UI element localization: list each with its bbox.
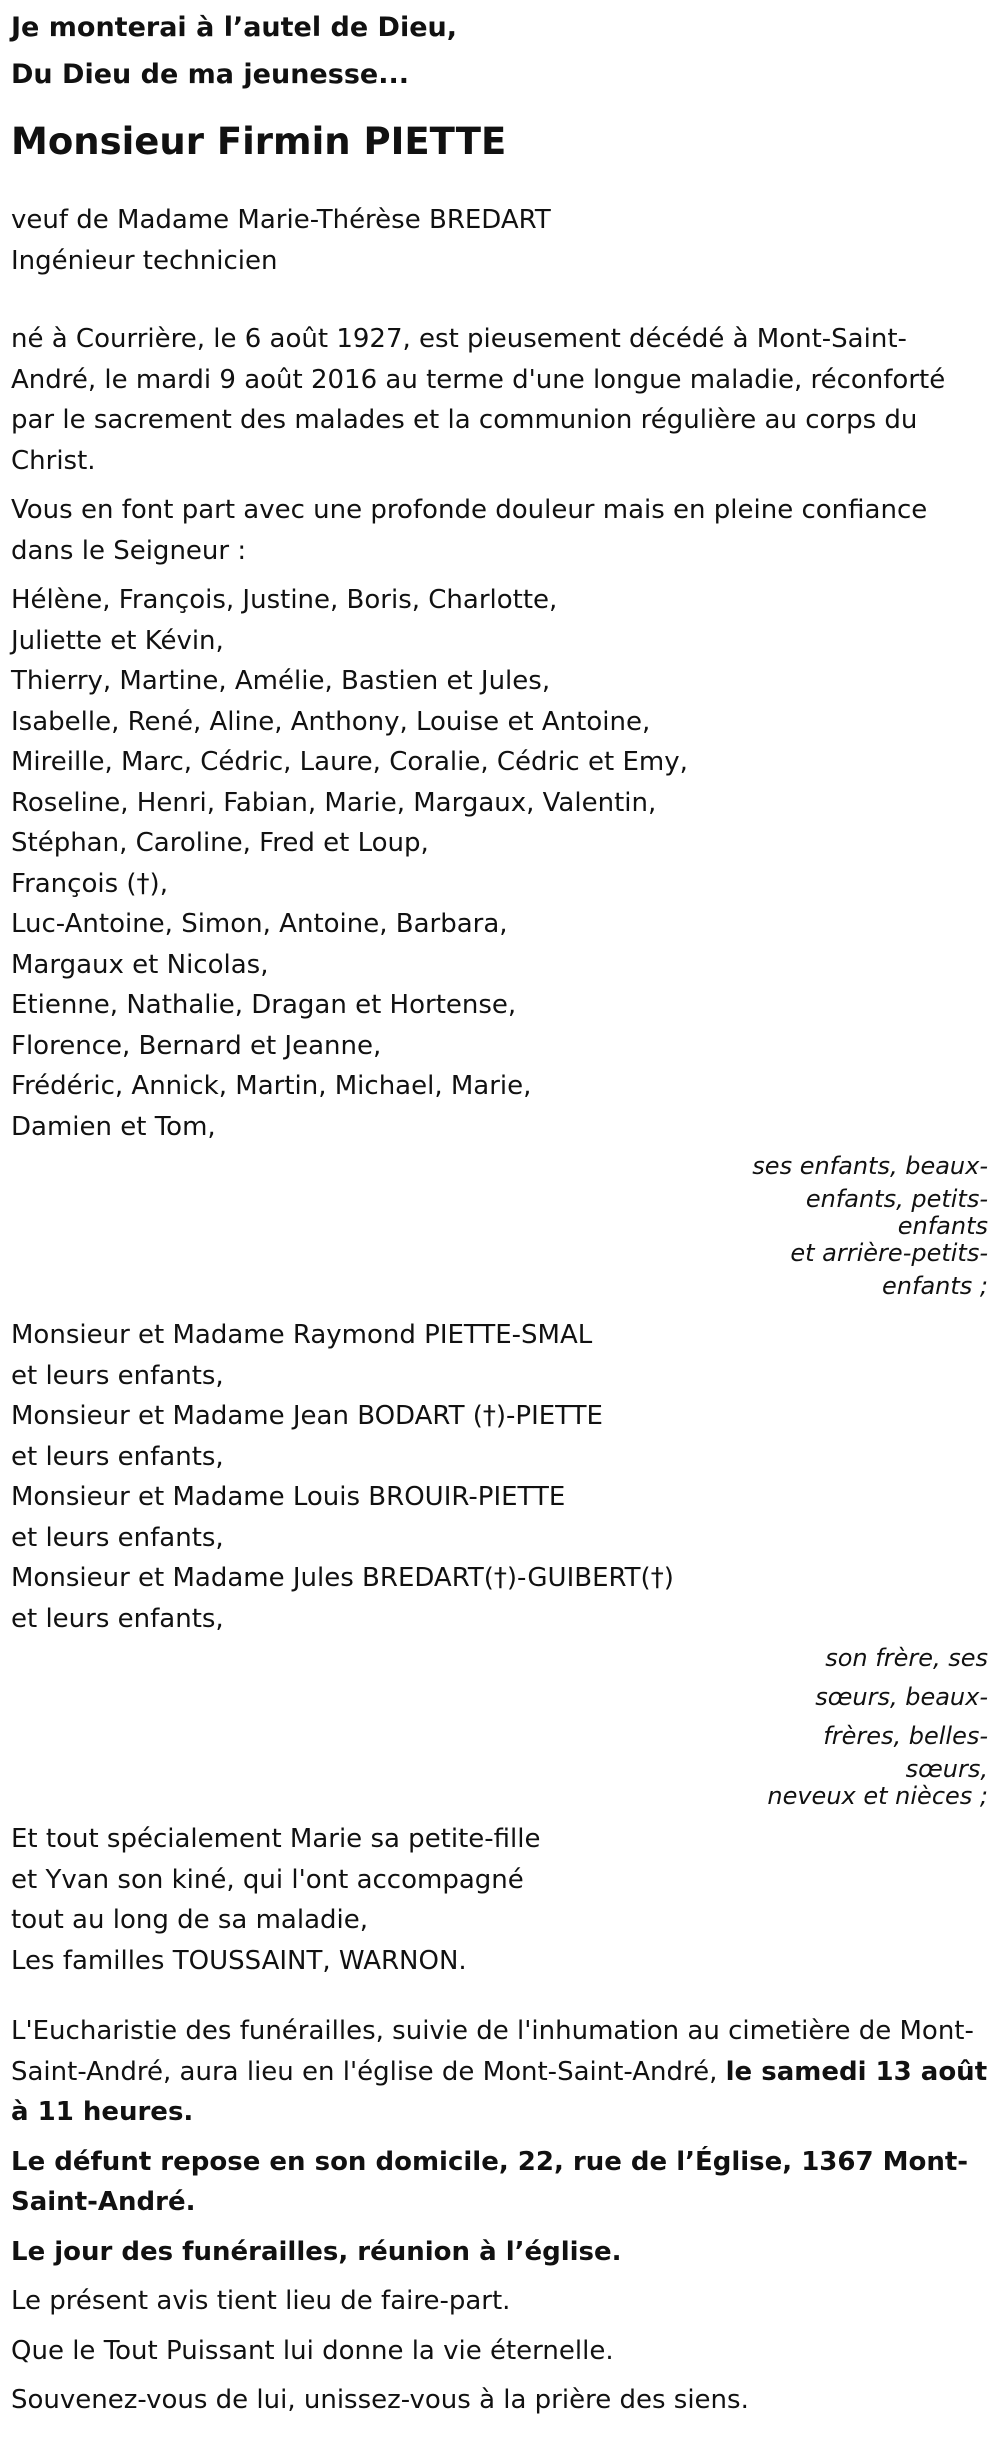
sibling-line: Monsieur et Madame Jean BODART (†)-PIETTE bbox=[11, 1401, 603, 1431]
prayer-2: Souvenez-vous de lui, unissez-vous à la prière des siens. bbox=[11, 2385, 749, 2415]
profession: Ingénieur technicien bbox=[11, 245, 278, 276]
relation-line: frères, belles- bbox=[823, 1722, 988, 1750]
motto-line-1: Je monterai à l’autel de Dieu, bbox=[11, 12, 458, 43]
sibling-line: Monsieur et Madame Jules BREDART(†)-GUIBERT(†) bbox=[11, 1563, 674, 1593]
children-line: Mireille, Marc, Cédric, Laure, Coralie, Cédric et Emy, bbox=[11, 747, 688, 777]
sibling-line: et leurs enfants, bbox=[11, 1522, 224, 1553]
prayer-1: Que le Tout Puissant lui donne la vie éternelle. bbox=[11, 2335, 614, 2366]
children-line: Stéphan, Caroline, Fred et Loup, bbox=[11, 828, 429, 858]
funeral-date: le samedi 13 août à 11 heures. bbox=[11, 2056, 988, 2127]
children-list bbox=[11, 580, 988, 1147]
relation-line: enfants, petits- bbox=[805, 1185, 988, 1213]
children-line: Margaux et Nicolas, bbox=[11, 949, 269, 980]
others-list bbox=[11, 1819, 988, 1981]
deceased-name: Monsieur Firmin PIETTE bbox=[11, 120, 507, 163]
relation-line: neveux et nièces ; bbox=[767, 1782, 988, 1810]
widower-of: veuf de Madame Marie-Thérèse BREDART bbox=[11, 205, 551, 235]
others-line: et Yvan son kiné, qui l'ont accompagné bbox=[11, 1864, 524, 1895]
sibling-line: Monsieur et Madame Louis BROUIR-PIETTE bbox=[11, 1482, 566, 1512]
meeting-info: Le jour des funérailles, réunion à l’église. bbox=[11, 2236, 622, 2267]
children-line: Thierry, Martine, Amélie, Bastien et Jules, bbox=[11, 666, 551, 696]
others-line: tout au long de sa maladie, bbox=[11, 1905, 369, 1935]
sibling-line: et leurs enfants, bbox=[11, 1441, 224, 1472]
sibling-line: et leurs enfants, bbox=[11, 1603, 224, 1634]
others-line: Et tout spécialement Marie sa petite-fille bbox=[11, 1824, 541, 1854]
others-line: Les familles TOUSSAINT, WARNON. bbox=[11, 1945, 467, 1976]
funeral-text bbox=[11, 2011, 988, 2133]
relation-line: son frère, ses bbox=[825, 1644, 988, 1672]
children-line: Frédéric, Annick, Martin, Michael, Marie, bbox=[11, 1071, 532, 1101]
children-line: Etienne, Nathalie, Dragan et Hortense, bbox=[11, 990, 517, 1020]
deceased-info bbox=[11, 200, 988, 281]
children-line: Roseline, Henri, Fabian, Marie, Margaux, Valentin, bbox=[11, 787, 657, 818]
relation-line: et arrière-petits- bbox=[790, 1239, 988, 1267]
relation-line: sœurs, bbox=[905, 1755, 988, 1783]
siblings-relation bbox=[738, 1639, 988, 1810]
siblings-list bbox=[11, 1315, 988, 1639]
rest-location: Le défunt repose en son domicile, 22, rue de l’Église, 1367 Mont-Saint-André. bbox=[11, 2146, 969, 2217]
funeral-text-main: L'Eucharistie des funérailles, suivie de l'inhumation au cimetière de Mont-Saint-André, aura lieu en l'église de Mont-Saint-André, bbox=[11, 2016, 974, 2087]
children-line: François (†), bbox=[11, 868, 168, 899]
motto-line-2: Du Dieu de ma jeunesse... bbox=[11, 59, 409, 90]
children-line: Hélène, François, Justine, Boris, Charlotte, bbox=[11, 585, 558, 615]
relation-line: enfants bbox=[897, 1212, 988, 1240]
notice: Le présent avis tient lieu de faire-part. bbox=[11, 2286, 511, 2316]
announcement-text: né à Courrière, le 6 août 1927, est pieusement décédé à Mont-Saint-André, le mardi 9 août 2016 au terme d'une longue maladie, réconforté par le sacrement des malades et la communion régulière au corps du Christ. bbox=[11, 324, 946, 476]
sibling-line: Monsieur et Madame Raymond PIETTE-SMAL bbox=[11, 1320, 593, 1350]
children-line: Juliette et Kévin, bbox=[11, 625, 224, 656]
children-line: Isabelle, René, Aline, Anthony, Louise et Antoine, bbox=[11, 706, 651, 737]
motto bbox=[11, 0, 988, 98]
sibling-line: et leurs enfants, bbox=[11, 1360, 224, 1391]
children-line: Florence, Bernard et Jeanne, bbox=[11, 1030, 382, 1061]
relation-line: enfants ; bbox=[882, 1272, 988, 1300]
announcement-intro: Vous en font part avec une profonde douleur mais en pleine confiance dans le Seigneur : bbox=[11, 495, 928, 566]
children-line: Luc-Antoine, Simon, Antoine, Barbara, bbox=[11, 909, 508, 939]
children-relation bbox=[738, 1147, 988, 1306]
children-line: Damien et Tom, bbox=[11, 1111, 216, 1142]
relation-line: sœurs, beaux- bbox=[815, 1683, 988, 1711]
relation-line: ses enfants, beaux- bbox=[752, 1152, 988, 1180]
